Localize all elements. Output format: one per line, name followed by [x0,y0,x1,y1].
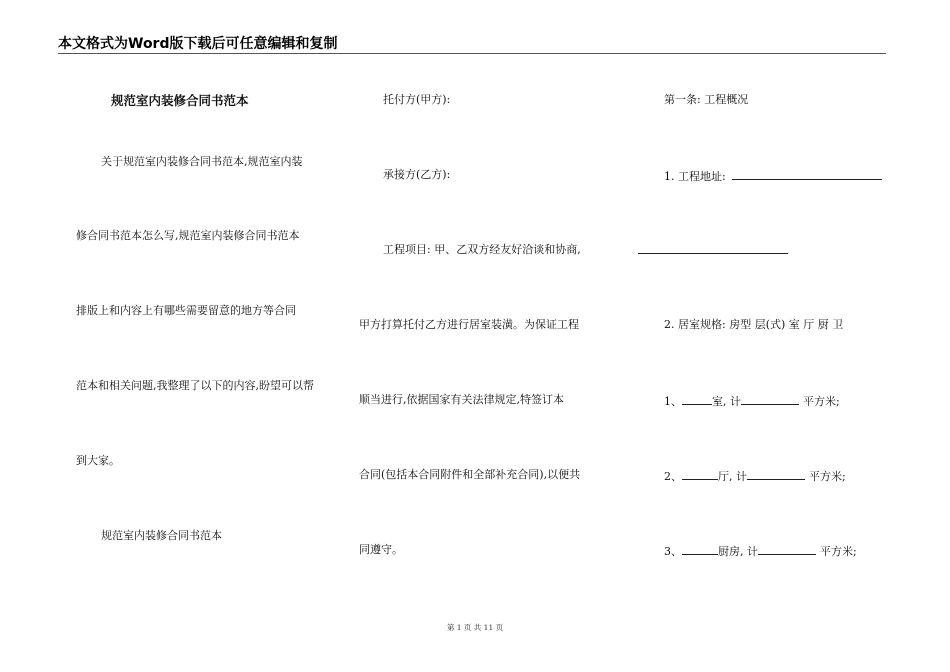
header-rule [58,53,886,54]
subtitle: 规范室内装修合同书范本 [101,529,222,542]
kitchen-count-blank [682,543,718,555]
body-line-3: 合同(包括本合同附件和全部补充合同),以便共 [359,468,581,481]
address-blank [732,168,882,180]
room-area-unit: 平方米; [803,395,840,408]
body-line-4: 同遵守。 [359,543,403,556]
room-row [664,393,840,409]
intro-line-4: 范本和相关问题,我整理了以下的内容,盼望可以帮 [76,379,314,392]
project-line: 工程项目: 甲、乙双方经友好洽谈和协商, [383,243,581,256]
address-row [664,168,882,184]
kitchen-unit: 厨房, 计 [718,545,758,558]
room-unit: 室, 计 [712,395,741,408]
address-label: 1. 工程地址: [664,170,726,183]
document-header: 本文格式为Word版下载后可任意编辑和复制 [58,36,338,52]
hall-unit: 厅, 计 [718,470,747,483]
room-spec-line: 2. 居室规格: 房型 层(式) 室 厅 厨 卫 [664,318,844,331]
kitchen-area-unit: 平方米; [820,545,857,558]
kitchen-row [664,543,857,559]
contractor-label: 承接方(乙方): [383,168,451,181]
hall-count-blank [682,468,718,480]
hall-row [664,468,846,484]
hall-prefix: 2、 [664,470,682,483]
kitchen-area-blank [758,543,816,555]
intro-line-2: 修合同书范本怎么写,规范室内装修合同书范本 [76,229,300,242]
intro-line-3: 排版上和内容上有哪些需要留意的地方等合同 [76,304,296,317]
intro-line-5: 到大家。 [76,454,120,467]
body-line-2: 顺当进行,依据国家有关法律规定,特签订本 [359,393,564,406]
room-count-blank [682,393,712,405]
article-heading: 第一条: 工程概况 [664,93,749,106]
hall-area-unit: 平方米; [809,470,846,483]
room-prefix: 1、 [664,395,682,408]
document-title: 规范室内装修合同书范本 [111,93,249,108]
room-area-blank [741,393,799,405]
project-blank [638,253,788,254]
kitchen-prefix: 3、 [664,545,682,558]
page-footer: 第 1 页 共 11 页 [446,623,504,632]
entrusting-party-label: 托付方(甲方): [383,93,451,106]
body-line-1: 甲方打算托付乙方进行居室装潢。为保证工程 [359,318,579,331]
hall-area-blank [747,468,805,480]
intro-line-1: 关于规范室内装修合同书范本,规范室内装 [101,155,303,168]
